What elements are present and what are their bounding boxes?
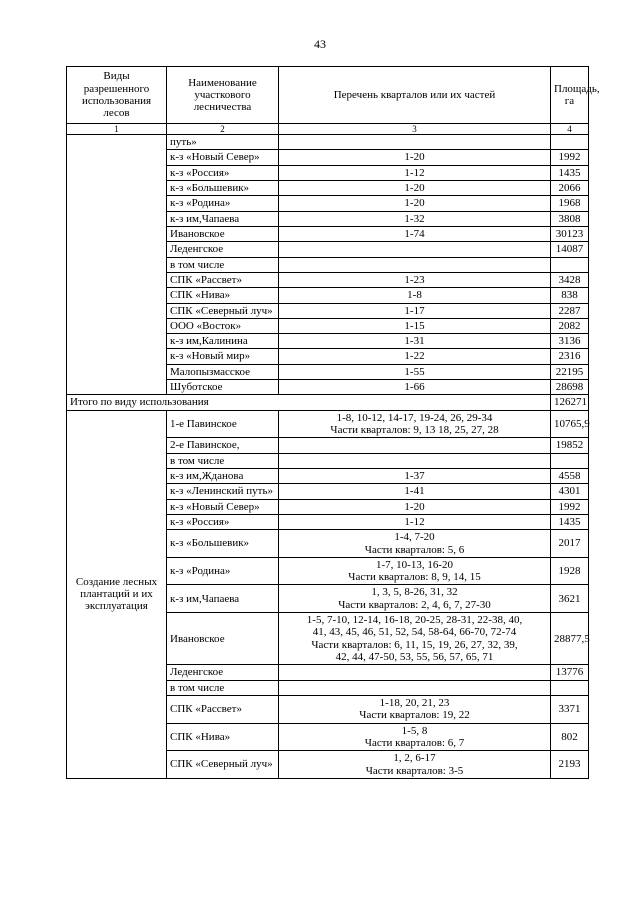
quarters-line: 1-12 <box>404 515 425 528</box>
area-value: 4301 <box>551 484 589 499</box>
header-use-type: Виды разрешенного использования лесов <box>67 67 167 124</box>
header-forestry-name: Наименование участкового лесничества <box>167 67 279 124</box>
area-value: 3136 <box>551 334 589 349</box>
area-value: 1435 <box>551 514 589 529</box>
quarters-line: 1-8, 10-12, 14-17, 19-24, 26, 29-34 <box>336 411 493 424</box>
forestry-name: СПК «Северный луч» <box>167 751 279 779</box>
forestry-name: к-з им,Калинина <box>167 334 279 349</box>
quarters-line: 42, 44, 47-50, 53, 55, 56, 57, 65, 71 <box>335 651 494 664</box>
area-value <box>551 680 589 695</box>
header-row <box>67 67 589 124</box>
forestry-name: к-з им,Чапаева <box>167 211 279 226</box>
quarters-list <box>279 514 551 529</box>
forestry-name: к-з «Большевик» <box>167 530 279 558</box>
forestry-name: к-з «Россия» <box>167 165 279 180</box>
area-value <box>551 135 589 150</box>
quarters-list: 1-8 <box>279 288 551 303</box>
use-type-cell <box>67 135 167 395</box>
quarters-list: 1-20 <box>279 150 551 165</box>
forestry-name: Ивановское <box>167 226 279 241</box>
area-value: 19852 <box>551 438 589 453</box>
forestry-name: Леденгское <box>167 665 279 680</box>
forestry-name: СПК «Нива» <box>167 723 279 751</box>
forestry-name: Малопызмасское <box>167 364 279 379</box>
forestry-name: к-з им,Чапаева <box>167 585 279 613</box>
area-value: 3371 <box>551 695 589 723</box>
area-value: 3621 <box>551 585 589 613</box>
quarters-line: Части кварталов: 9, 13 18, 25, 27, 28 <box>330 424 499 437</box>
quarters-list <box>279 680 551 695</box>
quarters-list: 1-20 <box>279 196 551 211</box>
area-value: 2066 <box>551 181 589 196</box>
quarters-list: 1-66 <box>279 380 551 395</box>
area-value: 4558 <box>551 468 589 483</box>
forestry-name: к-з «Новый мир» <box>167 349 279 364</box>
area-value: 2082 <box>551 318 589 333</box>
forestry-name: Леденгское <box>167 242 279 257</box>
forestry-name: СПК «Рассвет» <box>167 272 279 287</box>
forestry-name: ООО «Восток» <box>167 318 279 333</box>
quarters-line: 1-41 <box>404 485 425 498</box>
quarters-line: Части кварталов: 6, 7 <box>364 736 465 749</box>
quarters-list: 1-12 <box>279 165 551 180</box>
quarters-line: 1-5, 8 <box>401 724 428 737</box>
forestry-name: 2-е Павинское, <box>167 438 279 453</box>
area-value: 14087 <box>551 242 589 257</box>
column-number: 4 <box>551 124 589 135</box>
page-number: 43 <box>314 37 326 51</box>
quarters-list <box>279 665 551 680</box>
quarters-line: 41, 43, 45, 46, 51, 52, 54, 58-64, 66-70, 72-74 <box>312 626 517 639</box>
forestry-name: к-з «Новый Север» <box>167 150 279 165</box>
area-value: 802 <box>551 723 589 751</box>
quarters-list: 1-23 <box>279 272 551 287</box>
quarters-line: 1-5, 7-10, 12-14, 16-18, 20-25, 28-31, 22-38, 40, <box>306 614 523 627</box>
quarters-list <box>279 751 551 779</box>
area-value: 28698 <box>551 380 589 395</box>
quarters-list: 1-15 <box>279 318 551 333</box>
quarters-line: Части кварталов: 8, 9, 14, 15 <box>348 571 481 584</box>
quarters-list: 1-17 <box>279 303 551 318</box>
quarters-list <box>279 613 551 665</box>
area-value: 1992 <box>551 499 589 514</box>
table-row <box>67 410 589 438</box>
header-quarters: Перечень кварталов или их частей <box>279 67 551 124</box>
quarters-list: 1-74 <box>279 226 551 241</box>
quarters-list <box>279 453 551 468</box>
column-number: 1 <box>67 124 167 135</box>
column-number: 2 <box>167 124 279 135</box>
area-value: 2193 <box>551 751 589 779</box>
area-value: 10765,9 <box>551 410 589 438</box>
area-value: 3808 <box>551 211 589 226</box>
quarters-list: 1-20 <box>279 181 551 196</box>
total-area: 126271 <box>551 395 589 410</box>
header-area: Площадь, га <box>551 67 589 124</box>
table-row <box>67 135 589 150</box>
quarters-line: 1-20 <box>404 500 425 513</box>
area-value <box>551 453 589 468</box>
quarters-list: 1-31 <box>279 334 551 349</box>
area-value: 1968 <box>551 196 589 211</box>
forestry-name: СПК «Северный луч» <box>167 303 279 318</box>
area-value: 2287 <box>551 303 589 318</box>
total-row <box>67 395 589 410</box>
quarters-line: 1-7, 10-13, 16-20 <box>376 558 453 571</box>
forestry-name: в том числе <box>167 453 279 468</box>
quarters-list <box>279 410 551 438</box>
area-value: 1435 <box>551 165 589 180</box>
quarters-list <box>279 484 551 499</box>
quarters-line: Части кварталов: 2, 4, 6, 7, 27-30 <box>338 598 491 611</box>
quarters-list <box>279 499 551 514</box>
quarters-list <box>279 530 551 558</box>
quarters-list: 1-55 <box>279 364 551 379</box>
forestry-name: Ивановское <box>167 613 279 665</box>
quarters-line: 1, 2, 6-17 <box>393 752 436 765</box>
forestry-name: в том числе <box>167 257 279 272</box>
quarters-list <box>279 135 551 150</box>
quarters-line: Части кварталов: 5, 6 <box>364 543 465 556</box>
area-value <box>551 257 589 272</box>
quarters-list <box>279 257 551 272</box>
forestry-name: 1-е Павинское <box>167 410 279 438</box>
area-value: 3428 <box>551 272 589 287</box>
area-value: 13776 <box>551 665 589 680</box>
quarters-list <box>279 695 551 723</box>
total-label: Итого по виду использования <box>67 395 551 410</box>
quarters-line: Части кварталов: 3-5 <box>365 764 464 777</box>
quarters-line: Части кварталов: 19, 22 <box>359 709 470 722</box>
area-value: 30123 <box>551 226 589 241</box>
area-value: 28877,5 <box>551 613 589 665</box>
forestry-name: СПК «Нива» <box>167 288 279 303</box>
quarters-line: Части кварталов: 6, 11, 15, 19, 26, 27, 32, 39, <box>311 638 518 651</box>
forestry-name: СПК «Рассвет» <box>167 695 279 723</box>
area-value: 2017 <box>551 530 589 558</box>
area-value: 838 <box>551 288 589 303</box>
quarters-list <box>279 468 551 483</box>
forestry-name: к-з им,Жданова <box>167 468 279 483</box>
quarters-list: 1-32 <box>279 211 551 226</box>
quarters-line: 1-4, 7-20 <box>394 531 435 544</box>
forestry-name: к-з «Ленинский путь» <box>167 484 279 499</box>
quarters-line: 1-37 <box>404 469 425 482</box>
quarters-line: 1, 3, 5, 8-26, 31, 32 <box>371 586 458 599</box>
forestry-name: путь» <box>167 135 279 150</box>
quarters-list <box>279 438 551 453</box>
quarters-list <box>279 557 551 585</box>
area-value: 1928 <box>551 557 589 585</box>
quarters-line: 1-18, 20, 21, 23 <box>379 696 450 709</box>
use-type-cell: Создание лесных плантаций и их эксплуатация <box>67 410 167 778</box>
forestry-name: к-з «Россия» <box>167 514 279 529</box>
forestry-name: к-з «Родина» <box>167 557 279 585</box>
area-value: 1992 <box>551 150 589 165</box>
column-number-row <box>67 124 589 135</box>
area-value: 22195 <box>551 364 589 379</box>
quarters-list <box>279 242 551 257</box>
quarters-list <box>279 723 551 751</box>
forest-use-table <box>66 66 600 779</box>
column-number: 3 <box>279 124 551 135</box>
forestry-name: к-з «Родина» <box>167 196 279 211</box>
forestry-name: к-з «Большевик» <box>167 181 279 196</box>
quarters-list: 1-22 <box>279 349 551 364</box>
forestry-name: в том числе <box>167 680 279 695</box>
quarters-list <box>279 585 551 613</box>
area-value: 2316 <box>551 349 589 364</box>
forestry-name: к-з «Новый Север» <box>167 499 279 514</box>
forestry-name: Шуботское <box>167 380 279 395</box>
